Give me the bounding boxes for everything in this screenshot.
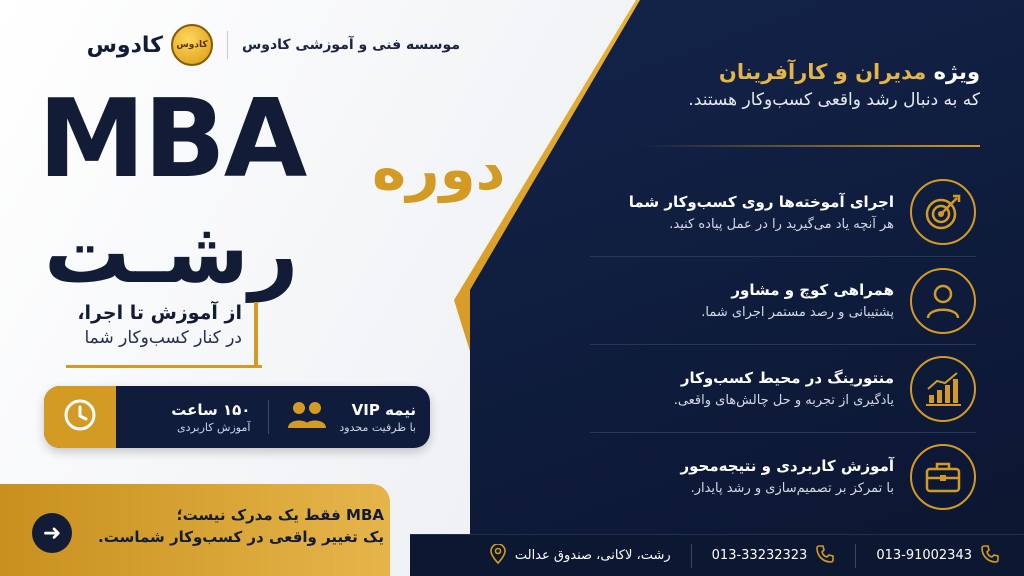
- slogan-line2: یک تغییر واقعی در کسب‌وکار شماست.: [98, 528, 384, 546]
- vip-title: نیمه VIP: [351, 400, 416, 419]
- brand-header: [40, 22, 460, 68]
- feature-item: [590, 344, 976, 432]
- subtitle-line1: از آموزش تا اجرا،: [77, 302, 242, 324]
- group-icon: [287, 400, 327, 434]
- pill-divider: [268, 400, 269, 434]
- clock-icon: [62, 397, 98, 437]
- footer-divider: [691, 544, 692, 568]
- feature-desc: هر آنچه یاد می‌گیرید را در عمل پیاده کنید.: [669, 216, 894, 232]
- feature-item: [590, 168, 976, 256]
- title-course-word: دوره: [372, 135, 506, 203]
- brand-divider: [227, 31, 228, 59]
- vip-subtitle: با ظرفیت محدود: [339, 420, 416, 434]
- audience-highlight: مدیران و کارآفرینان: [718, 60, 927, 84]
- arrow-right-icon[interactable]: ➜: [32, 513, 72, 553]
- phone-icon: [980, 544, 1000, 568]
- address-item: [489, 544, 671, 568]
- subtitle-underline: [66, 365, 262, 368]
- phone-item-1[interactable]: [876, 544, 1000, 568]
- phone-number-1: 013-91002343: [876, 548, 972, 563]
- slogan-text: [84, 506, 384, 546]
- feature-desc: پشتیبانی و رصد مستمر اجرای شما.: [701, 305, 894, 320]
- title-mba: MBA: [38, 77, 306, 202]
- vip-item: [287, 400, 416, 434]
- audience-prefix: ویژه: [926, 60, 980, 84]
- growth-chart-icon: [910, 356, 976, 422]
- footer-divider: [855, 544, 856, 568]
- phone-number-2: 013-33232323: [711, 548, 808, 563]
- phone-item-2[interactable]: [712, 544, 836, 568]
- person-icon: [910, 268, 976, 334]
- feature-list: [590, 168, 976, 520]
- feature-desc: با تمرکز بر تصمیم‌سازی و رشد پایدار.: [690, 481, 894, 496]
- target-icon: [910, 179, 976, 245]
- feature-item: [590, 256, 976, 344]
- brand-name: کادوس: [86, 32, 163, 58]
- feature-title: منتورینگ در محیط کسب‌وکار: [680, 369, 894, 387]
- title-city: رشـت: [44, 203, 299, 303]
- feature-title: اجرای آموخته‌ها روی کسب‌وکار شما: [628, 192, 894, 211]
- hours-item: [171, 401, 250, 434]
- hours-subtitle: آموزش کاربردی: [176, 420, 251, 434]
- phone-icon: [815, 544, 835, 568]
- subtitle-block: [58, 302, 258, 368]
- brand-logo-text: کادوس: [176, 40, 208, 50]
- feature-desc: یادگیری از تجربه و حل چالش‌های واقعی.: [673, 393, 894, 408]
- feature-item: [590, 432, 976, 520]
- brand-logo: [171, 24, 213, 66]
- contact-footer: [410, 534, 1024, 576]
- feature-title: همراهی کوچ و مشاور: [731, 281, 894, 299]
- address-text: رشت، لاکانی، صندوق عدالت: [514, 548, 671, 563]
- audience-line1: [600, 60, 980, 84]
- slogan-line1: MBA فقط یک مدرک نیست؛: [176, 506, 384, 524]
- briefcase-icon: [910, 444, 976, 510]
- location-pin-icon: [489, 544, 507, 568]
- audience-block: [600, 60, 980, 110]
- info-pill: [44, 386, 430, 448]
- hours-title: ۱۵۰ ساعت: [171, 400, 251, 419]
- audience-divider: [640, 145, 980, 147]
- audience-line2: که به دنبال رشد واقعی کسب‌وکار هستند.: [688, 90, 980, 110]
- feature-title: آموزش کاربردی و نتیجه‌محور: [680, 457, 894, 475]
- subtitle-line2: در کنار کسب‌وکار شما: [84, 328, 242, 348]
- clock-badge: [44, 386, 116, 448]
- brand-tagline: موسسه فنی و آموزشی کادوس: [241, 37, 460, 53]
